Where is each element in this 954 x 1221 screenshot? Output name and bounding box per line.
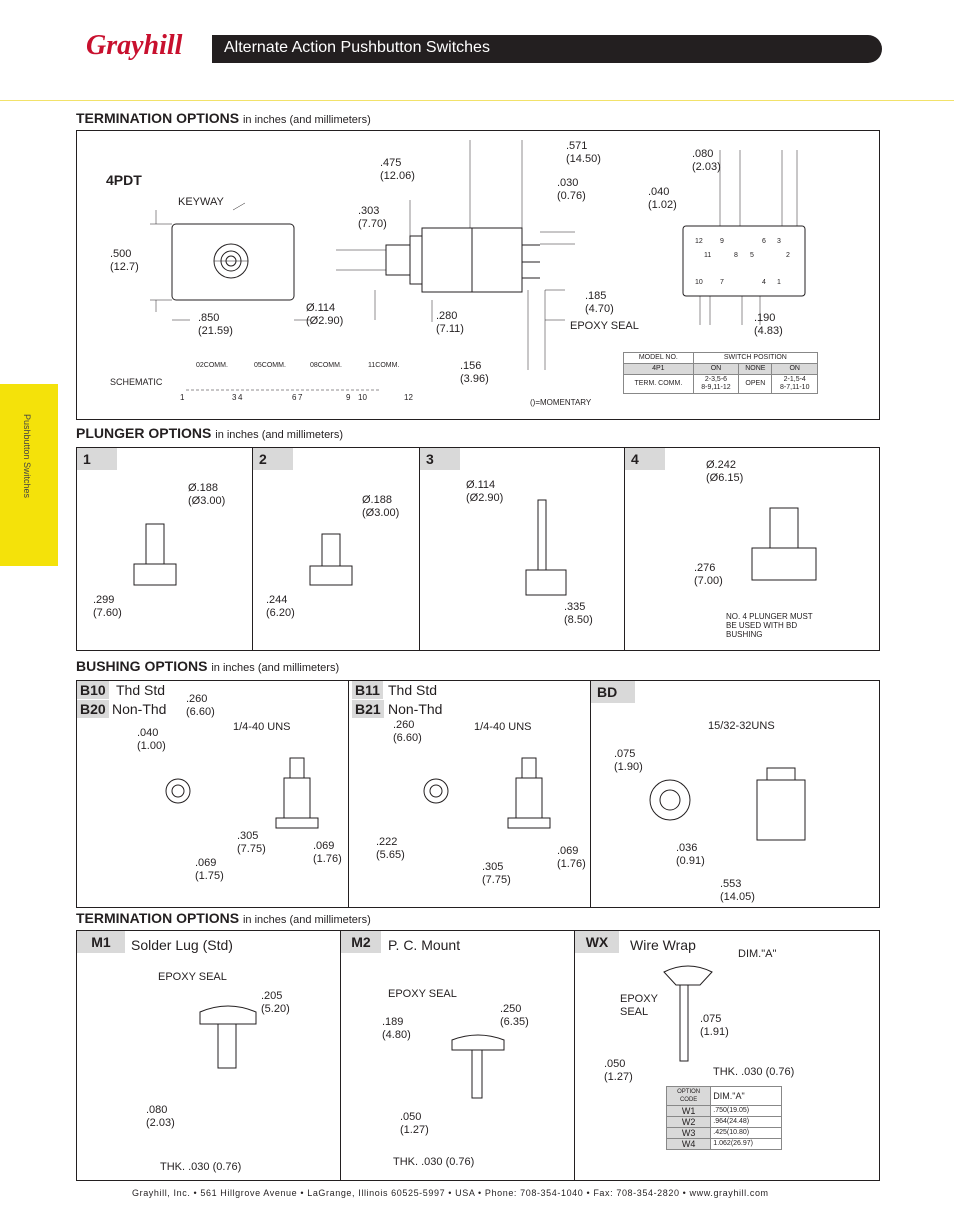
term2-divider-2 [574,930,575,1180]
m2-title: P. C. Mount [388,937,461,953]
termination2-title: TERMINATION OPTIONS in inches (and millimeters) [76,910,371,926]
bd-uns: 15/32-32UNS [708,720,775,732]
m1-dim-205: .205 (5.20) [261,990,290,1015]
wx-dima: DIM."A" [738,948,777,960]
plunger-divider-1 [252,447,253,650]
bd-label: BD [591,681,635,703]
pcb-pin-1: 1 [777,279,781,286]
dim-850: .850 (21.59) [198,312,233,337]
grayhill-logo: Grayhill [86,30,183,61]
wt-r1c1: W1 [667,1106,711,1117]
p4-note: NO. 4 PLUNGER MUST BE USED WITH BD BUSHING [726,612,813,639]
dim-303: .303 (7.70) [358,205,387,230]
model-label: 4PDT [106,172,142,188]
pcb-pin-2: 2 [786,252,790,259]
pcb-pin-12: 12 [695,238,703,245]
table-model: 4P1 [624,364,694,375]
b10-text: Thd Std [116,682,166,698]
p1-dia: Ø.188 (Ø3.00) [188,482,226,507]
table-term: TERM. COMM. [624,375,694,394]
b11-dim-305: .305 (7.75) [482,861,511,886]
bushing-title: BUSHING OPTIONS in inches (and millimeters) [76,658,340,674]
m1-title: Solder Lug (Std) [131,937,233,953]
m1-dim-080: .080 (2.03) [146,1104,175,1129]
dim-500: .500 (12.7) [110,248,139,273]
switch-position-table [623,352,818,394]
wx-dim-075: .075 (1.91) [700,1013,729,1038]
table-c1: 2-3,5-6 8-9,11-12 [693,375,738,394]
pin-7: 7 [298,393,303,402]
bd-dim-075: .075 (1.90) [614,748,643,773]
m2-dim-050: .050 (1.27) [400,1111,429,1136]
table-open: OPEN [739,375,772,394]
pin-9: 9 [346,393,351,402]
b10-label: B10 [77,681,109,699]
footer: Grayhill, Inc. • 561 Hillgrove Avenue • LaGrange, Illinois 60525-5997 • USA • Phone: 708-354-1040 • Fax: 708-354-2820 • www.grayhill.com [132,1188,769,1198]
comm-11: 11COMM. [368,362,400,369]
wt-r4c2: 1.062(26.97) [711,1139,782,1150]
table-on: ON [693,364,738,375]
wt-r4c1: W4 [667,1139,711,1150]
pcb-pin-6: 6 [762,238,766,245]
b10-dim-040: .040 (1.00) [137,727,166,752]
pcb-pin-10: 10 [695,279,703,286]
m1-label: M1 [77,931,125,953]
b20-label: B20 [77,700,109,718]
p3-dia: Ø.114 (Ø2.90) [466,479,504,504]
momentary-note: ()=MOMENTARY [530,398,592,407]
m1-thk: THK. .030 (0.76) [160,1161,242,1173]
table-c3: 2-1,5-4 8-7,11-10 [772,375,818,394]
p1-len: .299 (7.60) [93,594,122,619]
b11-dim-222: .222 (5.65) [376,836,405,861]
wx-dim-050: .050 (1.27) [604,1058,633,1083]
b10-dim-069b: .069 (1.75) [195,857,224,882]
wx-title: Wire Wrap [630,937,696,953]
termination-title: TERMINATION OPTIONS in inches (and millimeters) [76,110,371,126]
wt-h2: DIM."A" [711,1087,782,1106]
bushing-divider-1 [348,680,349,907]
pcb-pin-4: 4 [762,279,766,286]
p4-dia: Ø.242 (Ø6.15) [706,459,744,484]
pin-3: 3 [232,393,237,402]
wx-label: WX [575,931,619,953]
b10-dim-305: .305 (7.75) [237,830,266,855]
m2-label: M2 [341,931,381,953]
bd-dim-553: .553 (14.05) [720,878,755,903]
side-tab-label: Pushbutton Switches [22,414,32,499]
side-tab [0,384,58,566]
dim-040: .040 (1.02) [648,186,677,211]
plunger-3-label: 3 [420,448,460,470]
wire-wrap-table [666,1086,782,1150]
pcb-pin-9: 9 [720,238,724,245]
comm-02: 02COMM. [196,362,228,369]
pcb-pin-3: 3 [777,238,781,245]
p4-len: .276 (7.00) [694,562,723,587]
pin-10: 10 [358,393,367,402]
plunger-divider-2 [419,447,420,650]
comm-05: 05COMM. [254,362,286,369]
plunger-title: PLUNGER OPTIONS in inches (and millimeters) [76,425,344,441]
dim-280: .280 (7.11) [436,310,464,335]
schematic-label: SCHEMATIC [110,377,163,387]
epoxy-seal-label: EPOXY SEAL [570,320,639,332]
table-header-model: MODEL NO. [624,353,694,364]
p2-len: .244 (6.20) [266,594,295,619]
m2-dim-250: .250 (6.35) [500,1003,529,1028]
comm-08: 08COMM. [310,362,342,369]
p2-dia: Ø.188 (Ø3.00) [362,494,400,519]
table-header-position: SWITCH POSITION [693,353,817,364]
b21-label: B21 [352,700,384,718]
page-title: Alternate Action Pushbutton Switches [224,39,490,56]
p3-len: .335 (8.50) [564,601,593,626]
b11-label: B11 [352,681,383,699]
dim-571: .571 (14.50) [566,140,601,165]
m2-dim-189: .189 (4.80) [382,1016,411,1041]
header-rule [0,100,954,101]
b11-dim-260: .260 (6.60) [393,719,422,744]
dim-190: .190 (4.83) [754,312,783,337]
wt-r2c2: .964(24.48) [711,1117,782,1128]
m2-epoxy: EPOXY SEAL [388,988,457,1000]
dim-156: .156 (3.96) [460,360,489,385]
wt-r2c1: W2 [667,1117,711,1128]
table-on2: ON [772,364,818,375]
dim-030: .030 (0.76) [557,177,586,202]
m1-epoxy: EPOXY SEAL [158,971,227,983]
wt-r3c1: W3 [667,1128,711,1139]
b10-uns: 1/4-40 UNS [233,721,291,733]
pin-6: 6 [292,393,297,402]
pin-1: 1 [180,393,185,402]
wx-thk: THK. .030 (0.76) [713,1066,795,1078]
m2-thk: THK. .030 (0.76) [393,1156,475,1168]
keyway-label: KEYWAY [178,196,224,208]
dim-114: Ø.114 (Ø2.90) [306,302,344,327]
plunger-4-label: 4 [625,448,665,470]
wt-r3c2: .425(10.80) [711,1128,782,1139]
term2-divider-1 [340,930,341,1180]
table-none: NONE [739,364,772,375]
dim-475: .475 (12.06) [380,157,415,182]
pcb-pin-7: 7 [720,279,724,286]
plunger-1-label: 1 [77,448,117,470]
b10-dim-260: .260 (6.60) [186,693,215,718]
pin-12: 12 [404,393,413,402]
pcb-pin-11: 11 [704,252,712,259]
wt-h1: OPTION CODE [667,1087,711,1106]
plunger-2-label: 2 [253,448,293,470]
bd-dim-036: .036 (0.91) [676,842,705,867]
wt-r1c2: .750(19.05) [711,1106,782,1117]
pcb-pin-5: 5 [750,252,754,259]
dim-185: .185 (4.70) [585,290,614,315]
pcb-pin-8: 8 [734,252,738,259]
b10-dim-069: .069 (1.76) [313,840,342,865]
dim-080: .080 (2.03) [692,148,721,173]
wx-epoxy: EPOXY SEAL [620,993,658,1018]
bushing-divider-2 [590,680,591,907]
b11-dim-069: .069 (1.76) [557,845,586,870]
b11-text: Thd Std [388,682,438,698]
plunger-divider-3 [624,447,625,650]
b20-text: Non-Thd [112,701,167,717]
b21-text: Non-Thd [388,701,443,717]
header-bar [212,35,882,63]
b11-uns: 1/4-40 UNS [474,721,532,733]
pin-4: 4 [238,393,243,402]
